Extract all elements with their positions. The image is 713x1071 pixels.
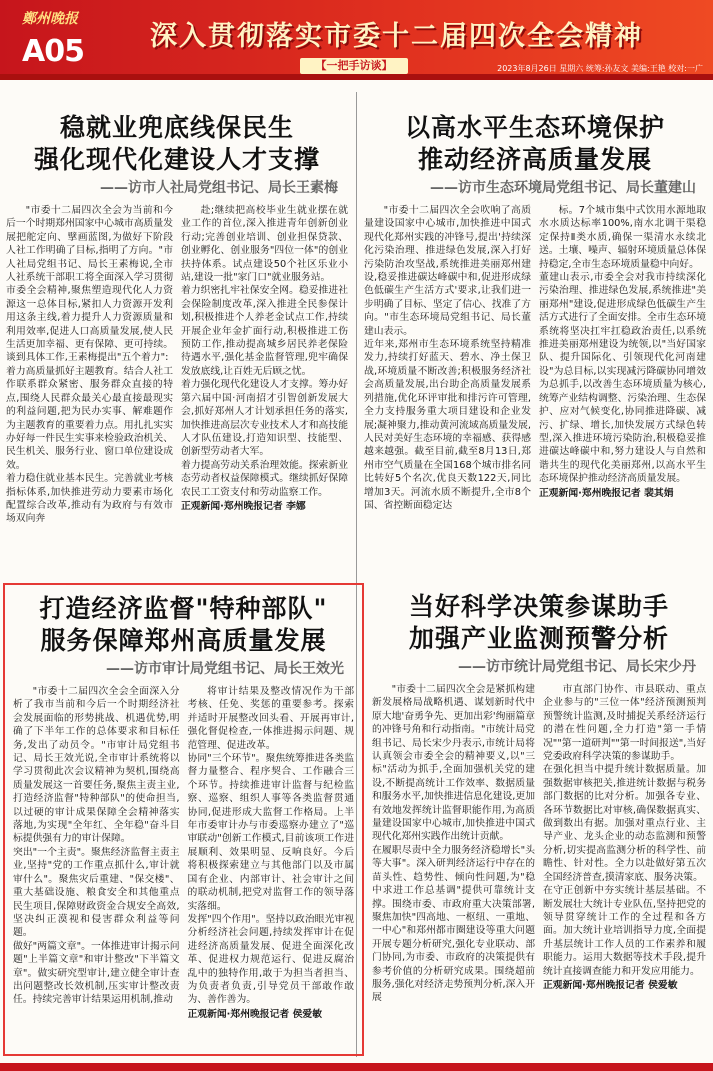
byline: 正观新闻·郑州晚报记者 李娜 <box>181 500 306 512</box>
article-text: "市委十二届四次全会全面深入分析了我市当前和今后一个时期经济社会发展面临的形势挑战、机遇优势,明确了下半年工作的总体要求和目标任务,发出了动员令。"市审计局党组书记、局长王效光说,全市审计系统将以学习贯彻此次会议精神为契机,围绕高质量发展这一首要任务,聚焦主责主业,打造经济监督"特种部队"的使命担当,以过硬的审计成果保障全会精神落实落地,为实现"全年红、全年稳"奋斗目标提供强有力的审计保障。 突出"一个主责"。聚焦经济监督主责主业,坚持"党的工作重点抓什么,审计就审什么"。聚焦灾后重建、"保交楼"、重大基础设施、粮食安全和其他重点民生项目,保障财政资金合规安全高效,坚决纠正漠视和侵害群众利益等问题。 做好"两篇文章"。一体推进审计揭示问题"上半篇文章"和审计整改"下半篇文章"。做实研究型审计,建立健全审计查出问题整改长效机制,压实审计整改责任。持续完善审计结果运用机制,推动 <box>13 686 180 1006</box>
article-text: "市委十二届四次全会为当前和今后一个时期郑州国家中心城市高质量发展把舵定向、擘画蓝图,为做好下阶段人社工作明确了目标,指明了方向。"市人社局党组书记、局长王素梅说,全市人社系统干部职工将全面深入学习贯彻市委全会精神,聚焦塑造现代化人力资源这一总体目标,紧扣人力资源开发利用这条主线,着力提升人力资源质量和利用效率,促进人口高质量发展,使人民生活更加幸福、更有保障、更可持续。谈到具体工作,王素梅提出"五个着力": 着力高质量抓好主题教育。结合人社工作联系群众紧密、服务群众直接的特点,围绕人民群众最关心最直接最现实的利益问题,把为民办实事、解难题作为主题教育的重要着力点。用扎扎实实办好每一件民生实事来检验政治机关、民生机关、服务行业、窗口单位建设成效。 着力稳住就业基本民生。完善就业考核指标体系,加快推进劳动力要素市场化配置综合改革,推动有为政府与有效市场双向奔 <box>6 205 173 525</box>
article-column <box>188 685 355 1021</box>
article-text: "市委十二届四次全会是紧抓构建新发展格局战略机遇、谋划新时代中原大地'奋勇争先、更加出彩'绚丽篇章的冲锋号角和行动指南。"市统计局党组书记、局长宋少丹表示,市统计局将认真领会市委全会的精神要义,以"三标"活动为抓手,全面加强机关党的建设,不断提高统计工作效率、数据质量和服务水平,加快推进信息化建设,更加有效地发挥统计监督职能作用,为高质量建设国家中心城市,加快推进中国式现代化郑州实践作出统计贡献。 在履职尽责中全力服务经济稳增长"头等大事"。深入研判经济运行中存在的苗头性、趋势性、倾向性问题,为"稳中求进工作总基调"提供可靠统计支撑。围绕市委、市政府重大决策部署,聚焦加快"四高地、一枢纽、一重地、一中心"和郑州都市圈建设等重大问题开展专题分析研究,强化专业联动、部门协同,为市委、市政府的决策提供有参考价值的分析研究成果。围绕超前服务,强化对经济走势预判分析,深入开展 <box>372 684 535 1004</box>
article-eco[interactable] <box>364 112 706 570</box>
article-column <box>364 204 531 512</box>
article-title: 打造经济监督"特种部队" 服务保障郑州高质量发展 <box>39 594 328 655</box>
article-subtitle: ——访市审计局党组书记、局长王效光 <box>106 661 344 677</box>
article-column <box>6 204 173 526</box>
article-subtitle: ——访市人社局党组书记、局长王素梅 <box>100 180 338 196</box>
article-title: 稳就业兜底线保民生 强化现代化建设人才支撑 <box>33 113 320 174</box>
byline: 正观新闻·郑州晚报记者 侯爱敏 <box>543 979 678 991</box>
article-hr[interactable] <box>6 112 348 570</box>
article-column <box>181 204 348 526</box>
page-headline: 深入贯彻落实市委十二届四次全会精神 <box>150 21 643 52</box>
article-column <box>372 683 535 1005</box>
dateline: 2023年8月26日 星期六 统筹:孙友文 美编:王艳 校对:一广 <box>497 64 703 73</box>
bottom-rule <box>0 1063 713 1071</box>
brand-logo: 鄭州晚报 <box>22 11 78 27</box>
byline: 正观新闻·郑州晚报记者 侯爱敏 <box>187 1008 322 1020</box>
article-text: 将审计结果及整改情况作为干部考核、任免、奖惩的重要参考。探索并适时开展整改回头看、开展再审计,强化督促检查,一体推进揭示问题、规范管理、促进改革。 协同"三个环节"。聚焦统筹推进各类监督力量整合、程序契合、工作融合三个环节。持续推进审计监督与纪检监察、巡察、组织人事等各类监督贯通协同,促进形成大监督工作格局。上半年市委审计办与市委巡察办建立了"巡审联动"创新工作模式,目前该项工作进展顺利、效果明显、反响良好。今后将积极探索建立与其他部门以及市属国有企业、内部审计、社会审计之间的联动机制,把党对监督工作的领导落实落细。 发挥"四个作用"。坚持以政治眼光审视分析经济社会问题,持续发挥审计在促进经济高质量发展、促进全面深化改革、促进权力规范运行、促进反腐治乱中的独特作用,敢于为担当者担当、为负责者负责,引导党员干部敢作敢为、善作善为。 <box>187 686 354 1006</box>
series-tag: 【一把手访谈】 <box>300 58 408 74</box>
article-column <box>13 685 180 1021</box>
article-text: 赴;继续把高校毕业生就业摆在就业工作的首位,深入推进青年创新创业行动;完善创业培训、创业担保贷款、创业孵化、创业服务"四位一体"的创业扶持体系。试点建设50个社区乐业小站,建设一批"家门口"就业服务站。 着力织密扎牢社保安全网。稳妥推进社会保险制度改革,深入推进全民参保计划,积极推进个人养老金试点工作,持续开展企业年金扩面行动,积极推进工伤预防工作,推动提高城乡居民养老保险待遇水平,强化基金监督管理,兜牢确保发放底线,让百姓无后顾之忧。 着力强化现代化建设人才支撑。筹办好第六届中国·河南招才引智创新发展大会,抓好郑州人才计划承担任务的落实,加快推进高层次专业技术人才和高技能人才队伍建设,打造知识型、技能型、创新型劳动者大军。 着力提高劳动关系治理效能。探索新业态劳动者权益保障模式。继续抓好保障农民工工资支付和劳动监察工作。 <box>181 205 348 498</box>
masthead <box>0 0 713 80</box>
article-text: "市委十二届四次全会吹响了高质量建设国家中心城市,加快推进中国式现代化郑州实践的冲锋号,提出'持续深化污染治理、推进绿色发展,深入打好污染防治攻坚战,系统推进美丽郑州建设,稳妥推进碳达峰碳中和,促进形成绿色低碳生产生活方式'要求,让我们进一步明确了目标、坚定了信心、找准了方向。"市生态环境局党组书记、局长董建山表示。 近年来,郑州市生态环境系统坚持精准发力,持续打好蓝天、碧水、净土保卫战,环境质量不断改善;积极服务经济社会高质量发展,出台助企高质量发展系列措施,优化环评审批和排污许可管理,全力支持服务重大项目建设和企业发展;凝神聚力,推动黄河流域高质量发展,人民对美好生态环境的幸福感、获得感越来越强。截至目前,截至8月13日,郑州市空气质量在全国168个城市排名同比转好5个名次,优良天数122天,同比增加3天。河流水质不断提升,全市8个国、省控断面稳定达 <box>364 205 531 511</box>
article-subtitle: ——访市生态环境局党组书记、局长董建山 <box>430 180 696 196</box>
article-column <box>543 683 706 1005</box>
byline: 正观新闻·郑州晚报记者 裴其娟 <box>539 487 674 499</box>
page-number: A05 <box>22 34 84 69</box>
article-audit[interactable] <box>3 583 364 1056</box>
article-title: 以高水平生态环境保护 推动经济高质量发展 <box>404 113 665 174</box>
article-stats[interactable] <box>372 591 706 1054</box>
article-text: 市直部门协作、市县联动、重点企业参与的"三位一体"经济预测预判预警统计监测,及时捕捉关系经济运行的潜在性问题,全力打造"第一手情况""第一道研判""第一时间报送",当好党委政府科学决策的参谋助手。 在强化担当中提升统计数据质量。加强数据审核把关,推进统计数据与税务部门数据的比对分析。加强各专业、各环节数据比对审核,确保数据真实、做到数出有据。加强对重点行业、主导产业、龙头企业的动态监测和预警分析,切实提高监测分析的科学性、前瞻性、针对性。全力以赴做好第五次全国经济普查,摸清家底、服务决策。 在守正创新中夯实统计基层基础。不断发展壮大统计专业队伍,坚持把党的领导贯穿统计工作的全过程和各方面。加大统计业培训指导力度,全面提升基层统计工作人员的工作素养和履职能力。运用大数据等技术手段,提升统计直接调查能力和开发应用能力。 <box>543 684 706 977</box>
article-title: 当好科学决策参谋助手 加强产业监测预警分析 <box>408 592 669 653</box>
article-text: 标。7个城市集中式饮用水源地取水水质达标率100%,南水北调干渠稳定保持Ⅱ类水质,确保一渠清水永续北送。土壤、噪声、辐射环境质量总体保持稳定,全市生态环境质量稳中向好。 董建山表示,市委全会对我市持续深化污染治理、推进绿色发展,系统推进"美丽郑州"建设,促进形成绿色低碳生产生活方式进行了全面安排。全市生态环境系统将坚决扛牢扛稳政治责任,以系统推进美丽郑州建设为统领,以"当好国家队、提升国际化、引领现代化河南建设"为总目标,以实现减污降碳协同增效为总抓手,以改善生态环境质量为核心,统筹产业结构调整、污染治理、生态保护、应对气候变化,协同推进降碳、减污、扩绿、增长,加快发展方式绿色转型,深入推进环境污染防治,积极稳妥推进碳达峰碳中和,努力建设人与自然和谐共生的现代化美丽郑州,以高水平生态环境保护推动经济高质量发展。 <box>539 205 706 485</box>
article-subtitle: ——访市统计局党组书记、局长宋少丹 <box>458 659 696 675</box>
article-column <box>539 204 706 512</box>
